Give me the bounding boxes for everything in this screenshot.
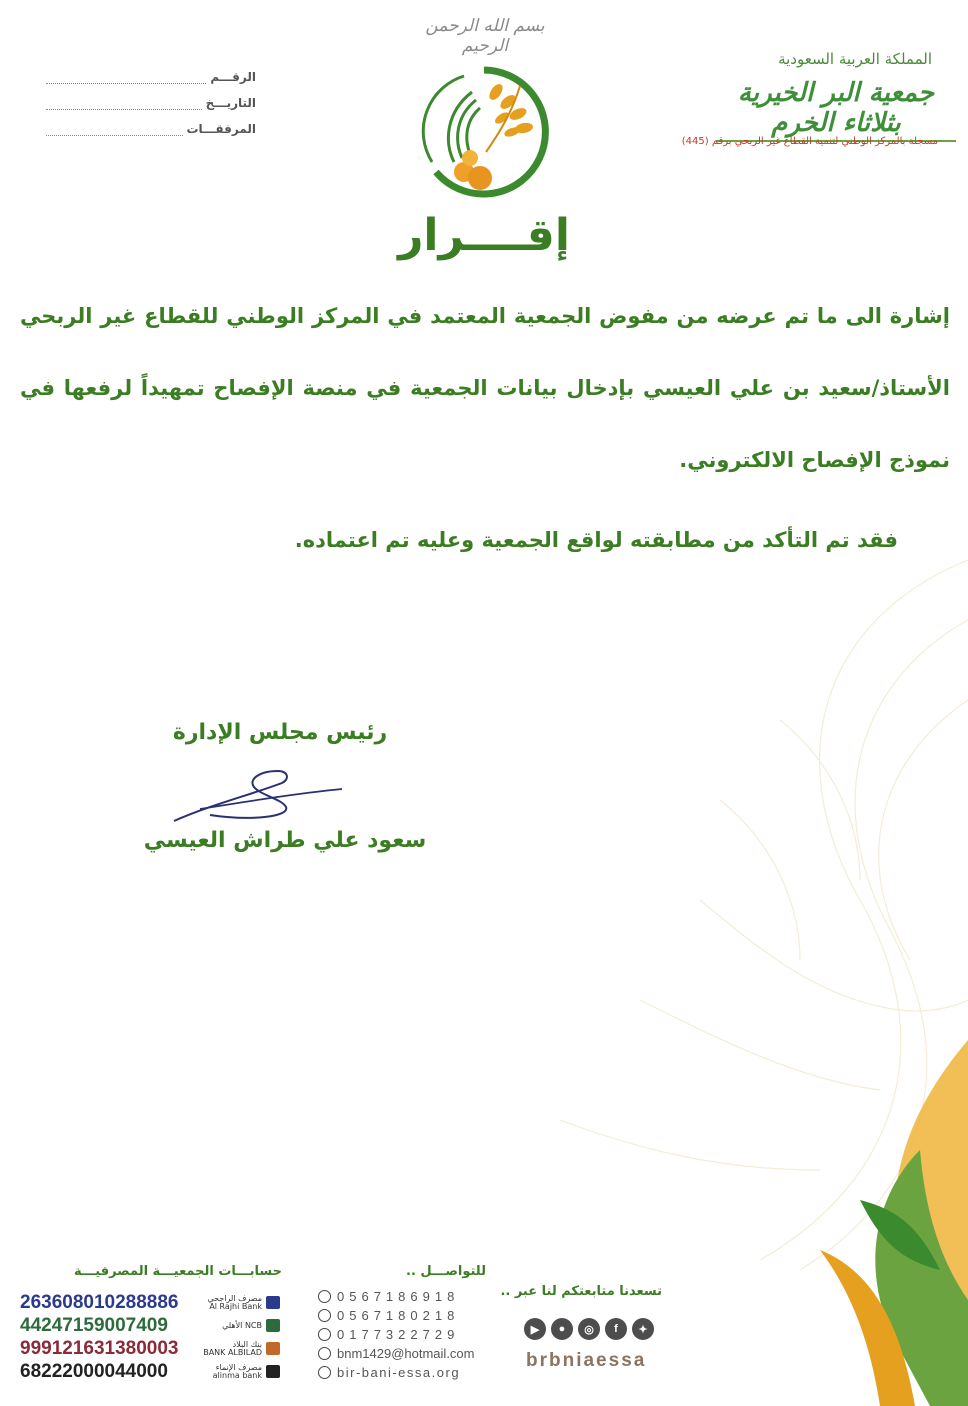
document-title: إقــــرار [398,210,570,261]
signatory-title: رئيس مجلس الإدارة [172,720,388,745]
facebook-icon[interactable]: f [605,1318,627,1340]
contact-heading: للتواصـــل .. [406,1264,486,1279]
account-number: 68222000044000 [20,1360,168,1382]
date-line [46,97,202,110]
body-paragraph: إشارة الى ما تم عرضه من مفوض الجمعية المعتمد في المركز الوطني للقطاع غير الربحي الأستاذ/سعيد بن علي العيسي بإدخال بيانات الجمعية في منصة الإفصاح تمهيداً لرفعها في نموذج الإفصاح الالكتروني. [20,304,950,472]
handwritten-signature [170,765,360,831]
instagram-icon[interactable]: ◎ [578,1318,600,1340]
account-number: 999121631380003 [20,1337,179,1359]
twitter-icon[interactable]: ✦ [632,1318,654,1340]
bank-account-row [20,1360,280,1383]
date-field [46,88,256,110]
whatsapp-number[interactable]: 0567186918 [337,1289,460,1304]
organization-name: جمعية البر الخيرية بثلاثاء الخرم [716,78,956,142]
bank-account-row [20,1291,280,1314]
bank-name: بنك البلاد BANK ALBILAD [203,1339,262,1357]
attachments-label: المرفقـــات [186,122,256,136]
snapchat-icon[interactable]: ● [551,1318,573,1340]
website-row[interactable] [318,1363,460,1382]
email-address[interactable]: bnm1429@hotmail.com [337,1346,475,1361]
bank-name: NCB الأهلي [222,1320,262,1330]
bank-name: مصرف الراجحي Al Rajhi Bank [207,1293,262,1311]
date-label: التاريـــخ [205,96,256,110]
basmala: بسم الله الرحمن الرحيم [425,16,545,56]
globe-icon [318,1366,331,1379]
reference-number-field [46,62,256,84]
bank-logo-icon [266,1365,280,1378]
website-url[interactable]: bir-bani-essa.org [337,1365,461,1380]
account-number: 44247159007409 [20,1314,168,1336]
bank-logo-icon [266,1342,280,1355]
youtube-icon[interactable]: ▶ [524,1318,546,1340]
phone-row[interactable] [318,1287,459,1306]
mobile-icon [318,1309,331,1322]
bank-name: مصرف الإنماء alinma bank [212,1362,262,1380]
bank-account-row [20,1314,280,1337]
social-icons [524,1318,659,1340]
phone-icon [318,1328,331,1341]
email-icon [318,1347,331,1360]
attachments-line [46,123,183,136]
landline-number[interactable]: 0177322729 [337,1327,460,1342]
bank-accounts-heading: حسابـــات الجمعيـــة المصرفيـــة [74,1264,282,1279]
registration-note: مسجلة بالمركز الوطني لتنمية القطاع غير الربحي برقم (445) [681,136,938,147]
social-handle[interactable]: brbniaessa [526,1350,647,1371]
country-name: المملكة العربية السعودية [778,50,932,68]
attachments-field [46,114,256,136]
account-number: 263608010288886 [20,1291,179,1313]
bank-account-row [20,1337,280,1360]
bank-logo-icon [266,1296,280,1309]
reference-number-label: الرقـــم [210,70,256,84]
whatsapp-icon [318,1290,331,1303]
confirmation-text: فقد تم التأكد من مطابقته لواقع الجمعية وعليه تم اعتماده. [294,528,898,552]
phone-row[interactable] [318,1325,459,1344]
mobile-number[interactable]: 0567180218 [337,1308,460,1323]
phone-row[interactable] [318,1306,459,1325]
signatory-name: سعود علي طراش العيسي [143,828,427,853]
email-row[interactable] [318,1344,474,1363]
bank-logo-icon [266,1319,280,1332]
social-heading: تسعدنا متابعتكم لنا عبر .. [500,1284,662,1299]
organization-logo [414,62,554,200]
reference-number-line [46,71,206,84]
